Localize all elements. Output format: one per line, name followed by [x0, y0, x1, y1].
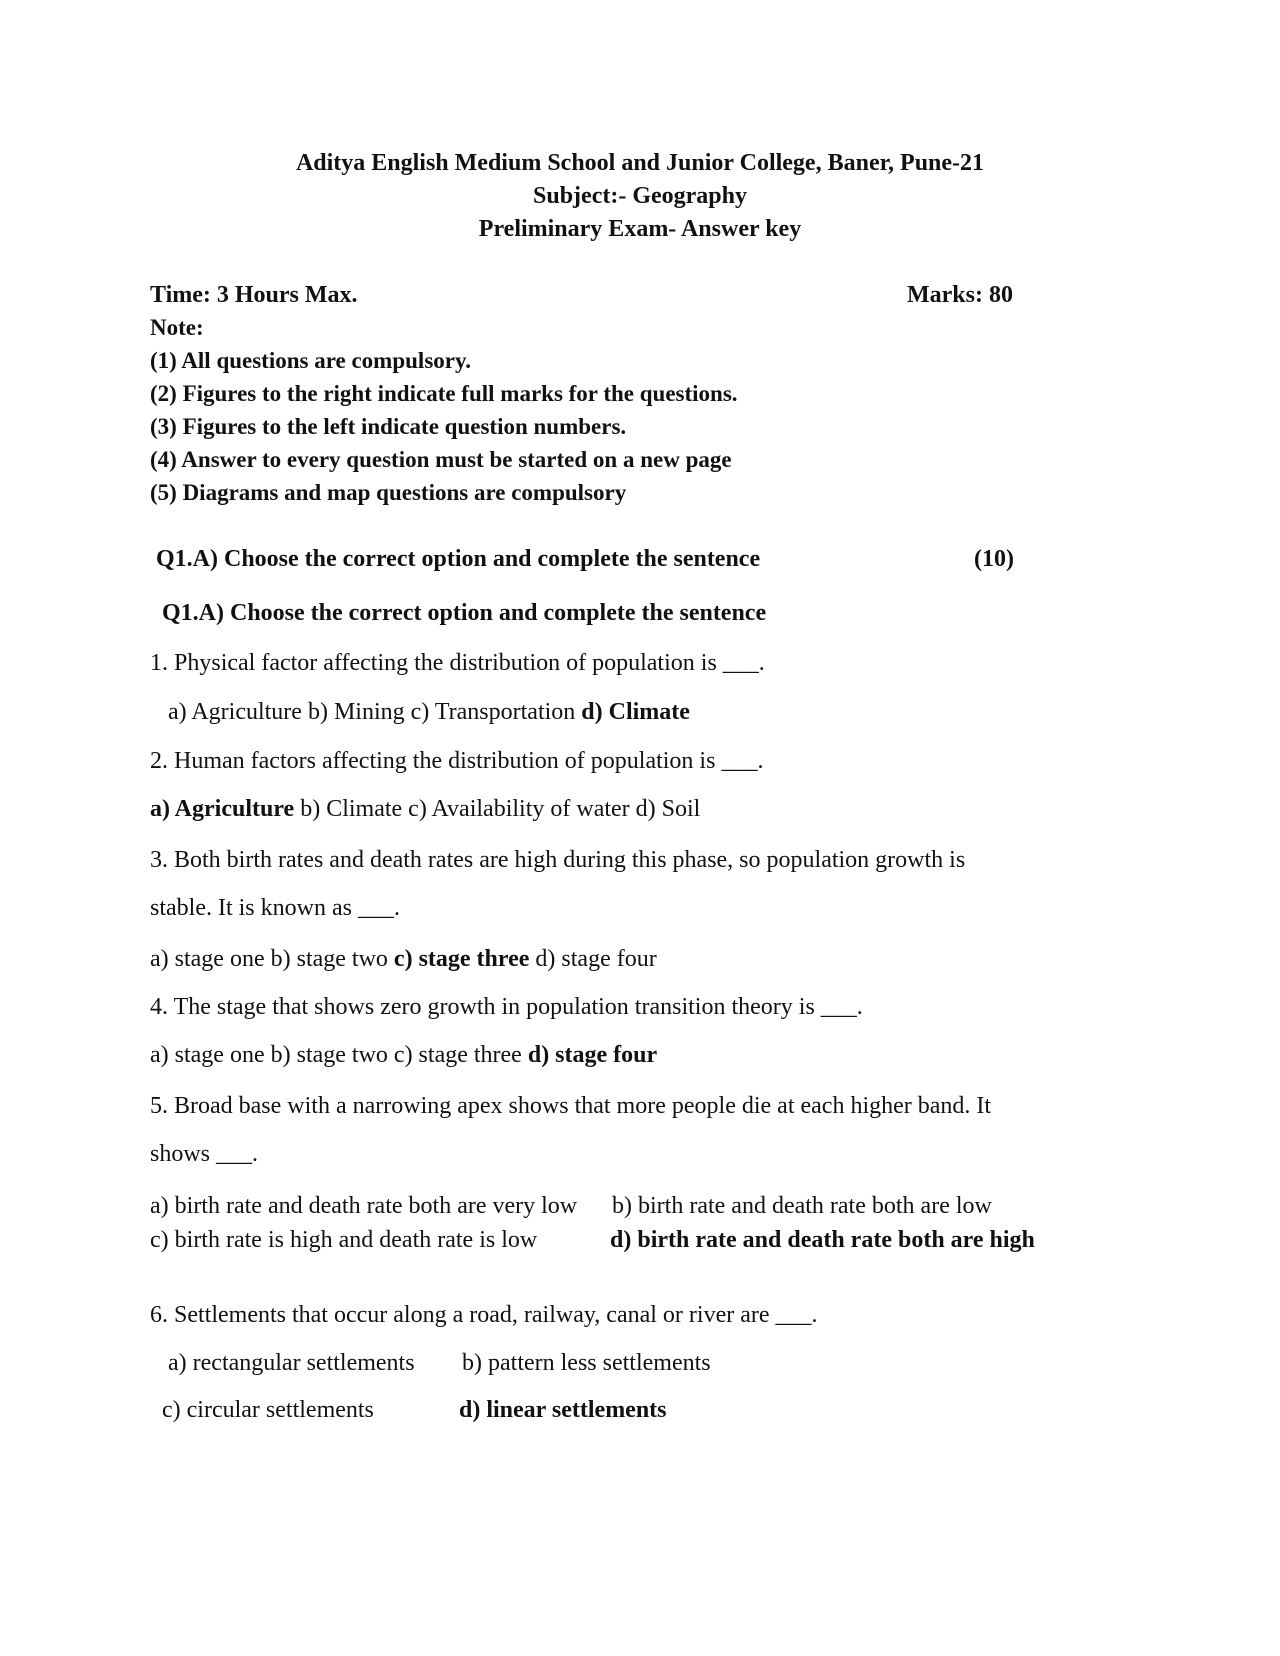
marks-label: Marks: 80 — [907, 282, 1013, 308]
exam-title: Preliminary Exam- Answer key — [478, 216, 802, 242]
note-heading: Note: — [150, 315, 204, 340]
note-item: (3) Figures to the left indicate question numbers. — [150, 414, 627, 439]
option-text: a) stage one b) stage two — [150, 946, 394, 972]
question-3-options — [150, 946, 657, 973]
question-6-option-c: c) circular settlements — [162, 1397, 374, 1423]
question-5-text: 5. Broad base with a narrowing apex shows that more people die at each higher band. It — [150, 1093, 992, 1119]
section-subtitle: Q1.A) Choose the correct option and complete the sentence — [162, 600, 767, 626]
time-label: Time: 3 Hours Max. — [150, 282, 358, 308]
question-5-option-b: b) birth rate and death rate both are low — [612, 1193, 992, 1219]
question-5-option-a: a) birth rate and death rate both are very low — [150, 1193, 578, 1219]
note-item: (4) Answer to every question must be started on a new page — [150, 447, 732, 472]
question-4-options — [150, 1042, 657, 1069]
question-6-text: 6. Settlements that occur along a road, railway, canal or river are ___. — [150, 1302, 818, 1328]
option-text: a) stage one b) stage two c) stage three — [150, 1042, 528, 1068]
correct-answer: d) birth rate and death rate both are high — [610, 1227, 1035, 1253]
question-1-options — [168, 699, 690, 726]
correct-answer: d) stage four — [527, 1042, 658, 1068]
note-item: (5) Diagrams and map questions are compulsory — [150, 480, 627, 505]
note-item: (1) All questions are compulsory. — [150, 348, 471, 373]
correct-answer: d) Climate — [581, 699, 690, 725]
subject-title: Subject:- Geography — [533, 183, 747, 209]
correct-answer: c) stage three — [393, 946, 530, 972]
question-2-text: 2. Human factors affecting the distribution of population is ___. — [150, 748, 764, 774]
note-item: (2) Figures to the right indicate full marks for the questions. — [150, 381, 738, 406]
question-6-option-a: a) rectangular settlements — [168, 1350, 415, 1376]
school-name: Aditya English Medium School and Junior College, Baner, Pune-21 — [295, 150, 985, 176]
correct-answer: a) Agriculture — [150, 796, 295, 822]
question-1-text: 1. Physical factor affecting the distribution of population is ___. — [150, 650, 765, 676]
question-6-option-b: b) pattern less settlements — [462, 1350, 711, 1376]
section-marks: (10) — [974, 546, 1014, 572]
question-2-options — [150, 796, 700, 823]
question-3-text-cont: stable. It is known as ___. — [150, 895, 400, 921]
section-title: Q1.A) Choose the correct option and complete the sentence — [156, 546, 761, 572]
option-text: b) Climate c) Availability of water d) Soil — [294, 796, 701, 822]
question-4-text: 4. The stage that shows zero growth in population transition theory is ___. — [150, 994, 863, 1020]
question-5-option-c: c) birth rate is high and death rate is low — [150, 1227, 538, 1253]
question-3-text: 3. Both birth rates and death rates are high during this phase, so population growth is — [150, 847, 966, 873]
correct-answer: d) linear settlements — [459, 1397, 667, 1423]
question-5-text-cont: shows ___. — [150, 1141, 259, 1167]
option-text: d) stage four — [529, 946, 657, 972]
option-text: a) Agriculture b) Mining c) Transportation — [168, 699, 582, 725]
